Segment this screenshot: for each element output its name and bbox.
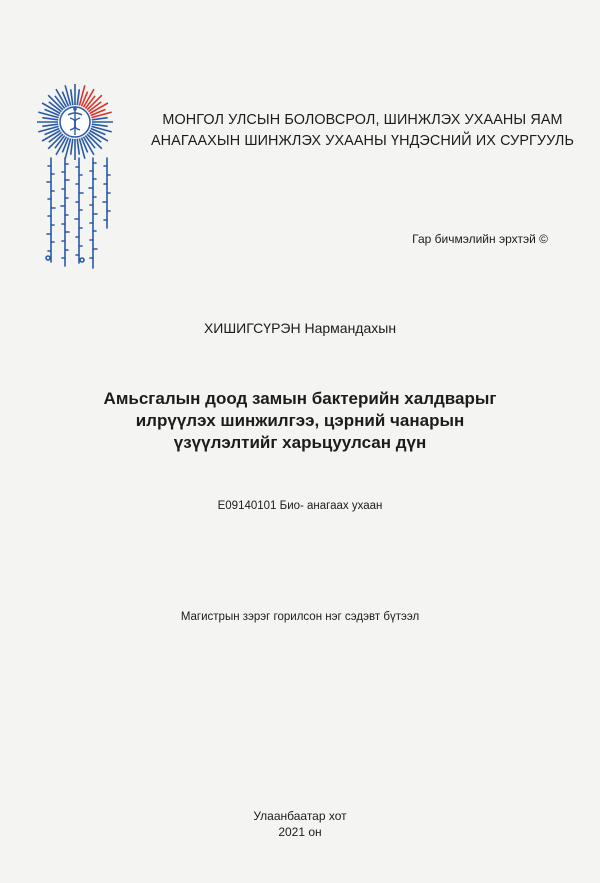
thesis-title-line: Амьсгалын доод замын бактерийн халдварыг — [103, 389, 497, 408]
thesis-title-line: илрүүлэх шинжилгээ, цэрний чанарын — [135, 411, 465, 430]
university-logo — [30, 82, 120, 272]
place-city: Улаанбаатар хот — [253, 809, 347, 823]
university-line: АНАГААХЫН ШИНЖЛЭХ УХААНЫ ҮНДЭСНИЙ ИХ СУРГУУЛЬ — [150, 133, 575, 149]
ministry-line: МОНГОЛ УЛСЫН БОЛОВСРОЛ, ШИНЖЛЭХ УХААНЫ ЯАМ — [162, 112, 563, 128]
author-name: ХИШИГСҮРЭН Нармандахын — [203, 320, 397, 336]
place-year: 2021 он — [278, 825, 322, 839]
place-and-year — [0, 808, 600, 840]
copyright-note: Гар бичмэлийн эрхтэй © — [412, 232, 548, 246]
thesis-title — [60, 388, 540, 454]
issuing-institution-header — [135, 110, 590, 152]
thesis-title-line: үзүүлэлтийг харьцуулсан дүн — [173, 433, 427, 452]
degree-statement: Магистрын зэрэг горилсон нэг сэдэвт бүтээл — [180, 611, 420, 623]
caduceus-sun-emblem-icon — [30, 82, 120, 272]
program-code: E09140101 Био- анагаах ухаан — [217, 500, 383, 512]
